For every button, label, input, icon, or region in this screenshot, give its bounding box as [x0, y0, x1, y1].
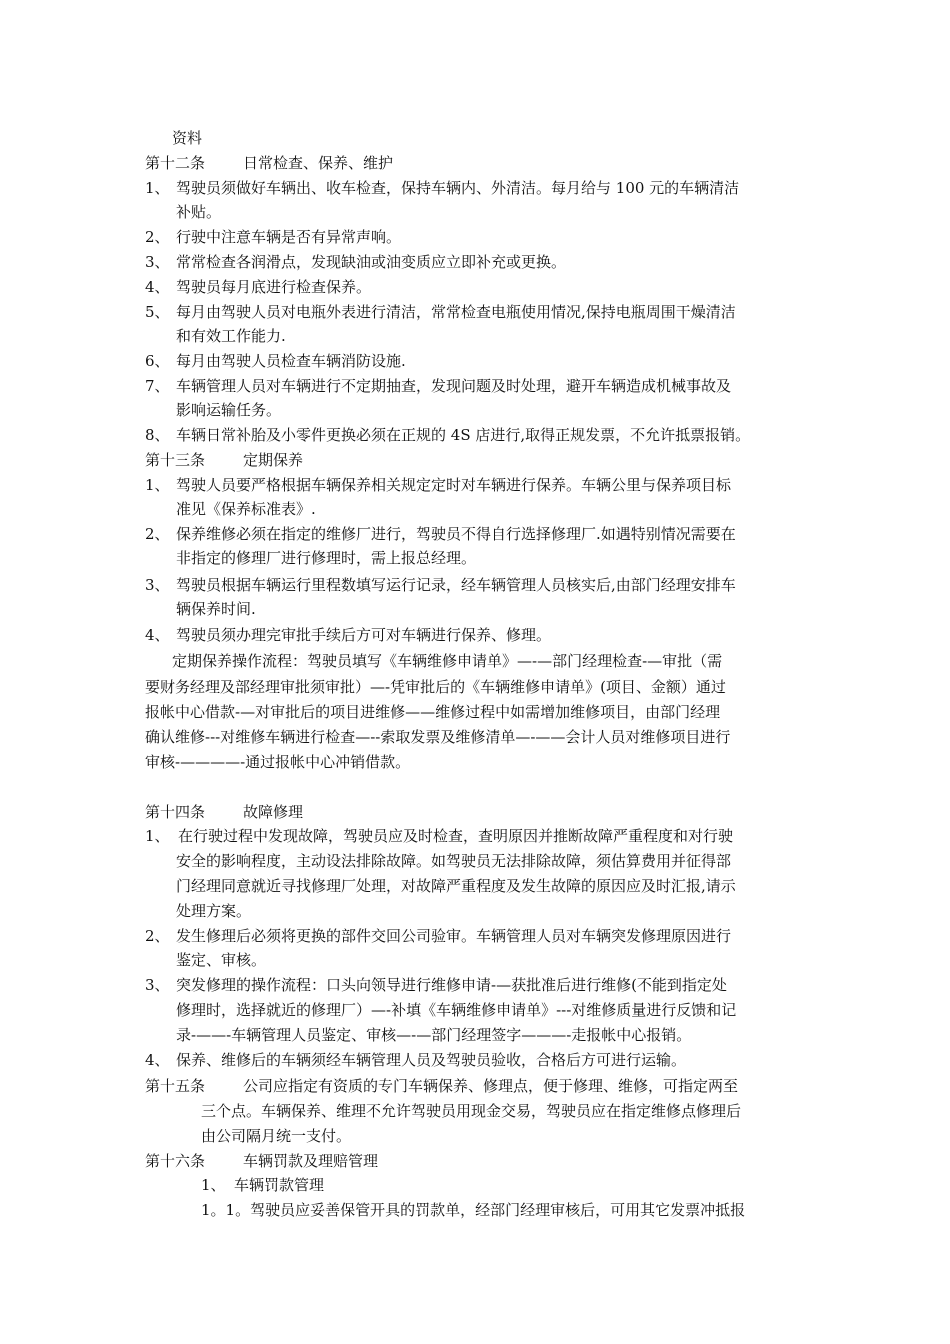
item-number: 2、 — [145, 927, 170, 945]
item-number: 2、 — [145, 525, 170, 543]
flow-paragraph-line: 定期保养操作流程：驾驶员填写《车辆维修申请单》—-—部门经理检查-—审批（需 — [172, 652, 723, 670]
article-label: 第十六条 — [145, 1152, 206, 1170]
list-item-text: 安全的影响程度，主动设法排除故障。如驾驶员无法排除故障，须估算费用并征得部 — [176, 852, 732, 870]
item-number: 6、 — [145, 352, 170, 370]
subsection-number: 1、 — [201, 1176, 226, 1194]
list-item-text: 在行驶过程中发现故障，驾驶员应及时检查，查明原因并推断故障严重程度和对行驶 — [178, 827, 734, 845]
list-item-text: 车辆管理人员对车辆进行不定期抽查，发现问题及时处理，避开车辆造成机械事故及 — [176, 377, 732, 395]
list-item-text: 驾驶员须做好车辆出、收车检查，保持车辆内、外清洁。每月给与 100 元的车辆清洁 — [176, 179, 740, 197]
article-label: 第十四条 — [145, 803, 206, 821]
list-item-text: 突发修理的操作流程：口头向领导进行维修申请-—获批准后进行维修(不能到指定处 — [176, 976, 727, 994]
list-item-text: 门经理同意就近寻找修理厂处理，对故障严重程度及发生故障的原因应及时汇报,请示 — [176, 877, 736, 895]
list-item-text: 补贴。 — [176, 203, 222, 221]
item-number: 1、 — [145, 827, 170, 845]
list-item-text: 保养、维修后的车辆须经车辆管理人员及驾驶员验收，合格后方可进行运输。 — [176, 1051, 687, 1069]
list-item-text: 处理方案。 — [176, 902, 252, 920]
list-item-text: 每月由驾驶人员对电瓶外表进行清洁，常常检查电瓶使用情况,保持电瓶周围干燥清洁 — [176, 303, 736, 321]
flow-paragraph-line: 要财务经理及部经理审批须审批）—-凭审批后的《车辆维修申请单》(项目、金额）通过 — [145, 678, 726, 696]
list-item-text: 保养维修必须在指定的维修厂进行，驾驶员不得自行选择修理厂.如遇特别情况需要在 — [176, 525, 736, 543]
item-number: 5、 — [145, 303, 170, 321]
article-15-label: 第十五条 — [145, 1077, 206, 1095]
article-15-text: 三个点。车辆保养、维理不允许驾驶员用现金交易，驾驶员应在指定维修点修理后 — [201, 1102, 742, 1120]
article-12-heading — [145, 152, 393, 174]
article-label: 第十三条 — [145, 451, 206, 469]
flow-paragraph-line: 审核-————-通过报帐中心冲销借款。 — [145, 753, 411, 771]
list-item-text: 非指定的修理厂进行修理时，需上报总经理。 — [176, 549, 477, 567]
list-item-text: 鉴定、审核。 — [176, 951, 267, 969]
list-item-text: 驾驶员每月底进行检查保养。 — [176, 278, 372, 296]
header-text: 资料 — [172, 129, 203, 147]
article-label: 第十二条 — [145, 154, 206, 172]
article-title: 故障修理 — [243, 803, 304, 821]
list-item-text: 发生修理后必须将更换的部件交回公司验审。车辆管理人员对车辆突发修理原因进行 — [176, 927, 732, 945]
flow-paragraph-line: 报帐中心借款-—对审批后的项目进维修——维修过程中如需增加维修项目，由部门经理 — [145, 703, 721, 721]
list-item-text: 准见《保养标准表》. — [176, 500, 316, 518]
item-number: 4、 — [145, 278, 170, 296]
item-number: 3、 — [145, 576, 170, 594]
list-item-text: 驾驶员须办理完审批手续后方可对车辆进行保养、修理。 — [176, 626, 552, 644]
item-number: 1、 — [145, 179, 170, 197]
article-title: 车辆罚款及理赔管理 — [243, 1152, 379, 1170]
article-15-text: 公司应指定有资质的专门车辆保养、修理点，便于修理、维修，可指定两至 — [243, 1077, 739, 1095]
list-item-text: 修理时，选择就近的修理厂）—-补填《车辆维修申请单》---对维修质量进行反馈和记 — [176, 1001, 737, 1019]
list-item-text: 行驶中注意车辆是否有异常声响。 — [176, 228, 402, 246]
item-number: 4、 — [145, 626, 170, 644]
article-title: 日常检查、保养、维护 — [243, 154, 394, 172]
item-number: 3、 — [145, 976, 170, 994]
list-item-text: 和有效工作能力. — [176, 327, 286, 345]
list-item — [145, 177, 170, 199]
list-item-text: 每月由驾驶人员检查车辆消防设施. — [176, 352, 406, 370]
list-item-text: 驾驶员根据车辆运行里程数填写运行记录，经车辆管理人员核实后,由部门经理安排车 — [176, 576, 736, 594]
list-item-text: 辆保养时间. — [176, 600, 256, 618]
item-number: 3、 — [145, 253, 170, 271]
list-item-text: 录-——-车辆管理人员鉴定、审核—-—部门经理签字———-走报帐中心报销。 — [176, 1026, 692, 1044]
subsection-title: 车辆罚款管理 — [234, 1176, 325, 1194]
list-item-text: 车辆日常补胎及小零件更换必须在正规的 4S 店进行,取得正规发票，不允许抵票报销。 — [176, 426, 751, 444]
item-number: 4、 — [145, 1051, 170, 1069]
list-item-text: 影响运输任务。 — [176, 401, 282, 419]
article-13-heading — [145, 449, 303, 471]
item-number: 8、 — [145, 426, 170, 444]
list-item-text: 驾驶人员要严格根据车辆保养相关规定定时对车辆进行保养。车辆公里与保养项目标 — [176, 476, 732, 494]
item-number: 7、 — [145, 377, 170, 395]
item-number: 1、 — [145, 476, 170, 494]
article-14-heading — [145, 801, 303, 823]
article-15-text: 由公司隔月统一支付。 — [201, 1127, 352, 1145]
item-number: 2、 — [145, 228, 170, 246]
article-16-heading — [145, 1150, 378, 1172]
article-title: 定期保养 — [243, 451, 304, 469]
subsection-text: 1。1。驾驶员应妥善保管开具的罚款单，经部门经理审核后，可用其它发票冲抵报 — [201, 1201, 746, 1219]
list-item-text: 常常检查各润滑点，发现缺油或油变质应立即补充或更换。 — [176, 253, 567, 271]
flow-paragraph-line: 确认维修---对维修车辆进行检查—--索取发票及维修清单—-——会计人员对维修项目进行 — [145, 728, 731, 746]
